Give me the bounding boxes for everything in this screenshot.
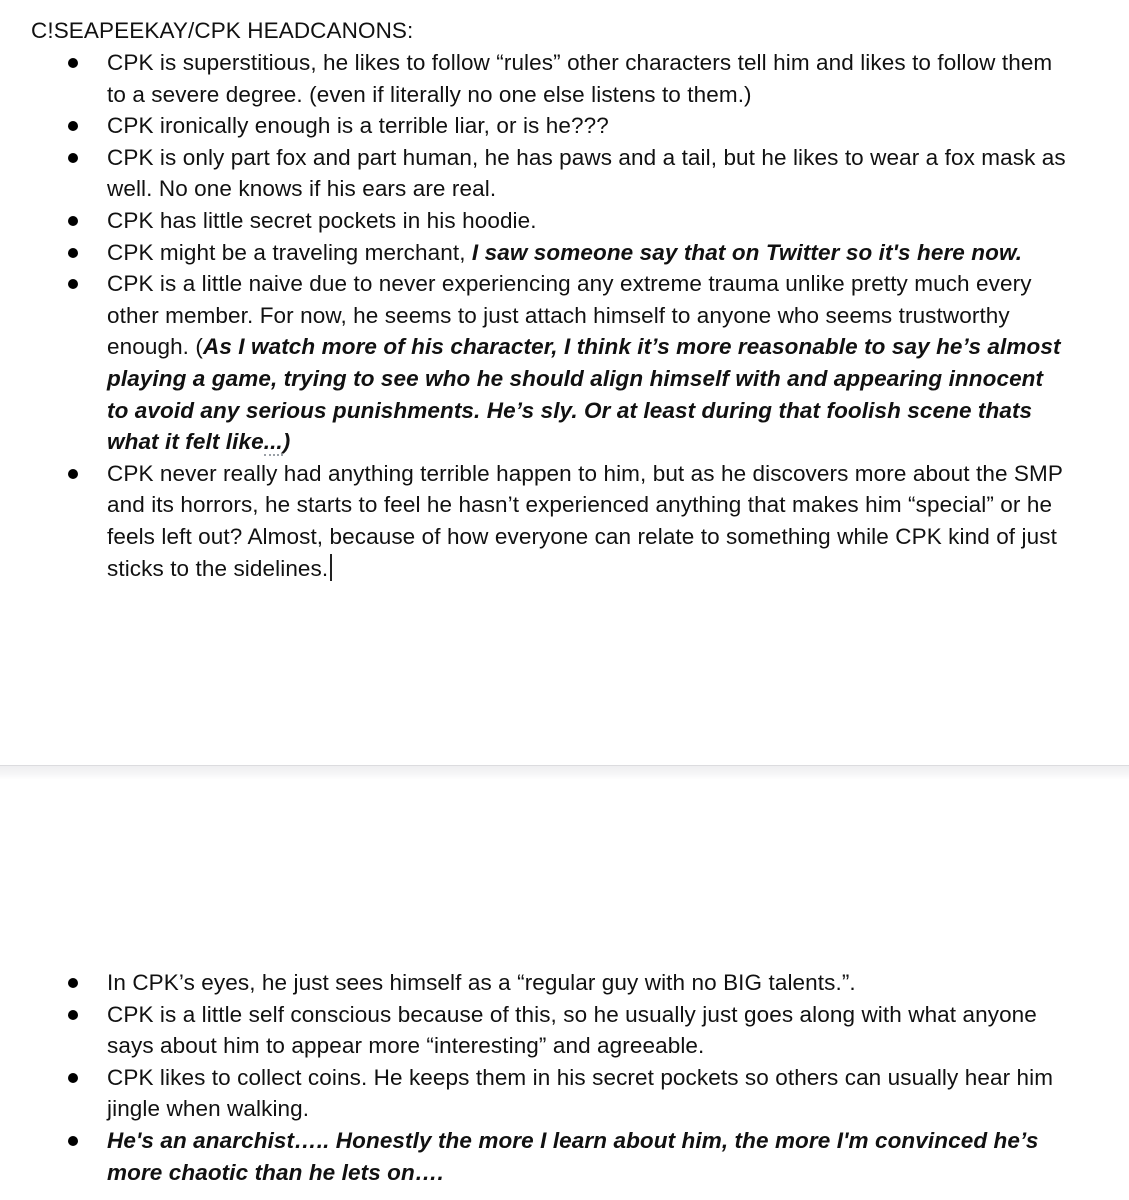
list-item	[0, 142, 1129, 205]
bullet-icon	[68, 121, 78, 131]
list-item	[0, 1125, 1129, 1188]
bullet-icon	[68, 1073, 78, 1083]
spellcheck-dotted-text[interactable]: ...	[263, 429, 283, 455]
item-text: In CPK’s eyes, he just sees himself as a “regular guy with no BIG talents.”.	[107, 970, 856, 995]
list-item	[0, 268, 1129, 458]
list-item	[0, 967, 1129, 999]
item-emphasis-text: As I watch more of his character, I think it’s more reasonable to say he’s almost playing a game, trying to see who he should align himself with and appearing innocent to avoid any serious punishments. He’s sly. Or at least during that foolish scene thats what it felt like	[107, 334, 1061, 455]
bullet-icon	[68, 469, 78, 479]
bullet-icon	[68, 978, 78, 988]
headcanon-list-continued	[0, 967, 1129, 1188]
document-title: C!SEAPEEKAY/CPK HEADCANONS:	[31, 18, 414, 43]
page-separator	[0, 765, 1129, 780]
text-cursor	[330, 554, 332, 581]
bullet-icon	[68, 1136, 78, 1146]
list-item	[0, 237, 1129, 269]
item-text: CPK has little secret pockets in his hoodie.	[107, 207, 537, 233]
bullet-icon	[68, 216, 78, 226]
item-text: CPK is only part fox and part human, he has paws and a tail, but he likes to wear a fox mask as well. No one knows if his ears are real.	[107, 144, 1066, 202]
bullet-icon	[68, 58, 78, 68]
headcanon-list	[0, 47, 1129, 584]
bullet-icon	[68, 153, 78, 163]
item-emphasis-text: I saw someone say that on Twitter so it's here now.	[471, 239, 1023, 265]
bullet-icon	[68, 1010, 78, 1020]
item-emphasis-text: He's an anarchist….. Honestly the more I learn about him, the more I'm convinced he’s more chaotic than he lets on….	[107, 1127, 1039, 1185]
bullet-icon	[68, 279, 78, 289]
item-text: CPK never really had anything terrible happen to him, but as he discovers more about the SMP and its horrors, he starts to feel he hasn’t experienced anything that makes him “special” or he feels left out? Almost, because of how everyone can relate to something while CPK kind of just sticks to the sidelines.	[107, 460, 1063, 581]
document-page-2[interactable]	[0, 779, 1129, 1200]
item-text: CPK might be a traveling merchant,	[107, 239, 472, 265]
list-item	[0, 458, 1129, 584]
item-text: CPK is superstitious, he likes to follow “rules” other characters tell him and likes to follow them to a severe degree. (even if literally no one else listens to them.)	[107, 50, 1053, 107]
list-item	[0, 205, 1129, 237]
list-item	[0, 999, 1129, 1062]
item-text: CPK likes to collect coins. He keeps them in his secret pockets so others can usually hear him jingle when walking.	[107, 1064, 1054, 1122]
item-text: CPK is a little self conscious because of this, so he usually just goes along with what anyone says about him to appear more “interesting” and agreeable.	[107, 1001, 1037, 1059]
bullet-icon	[68, 248, 78, 258]
list-item	[0, 47, 1129, 110]
item-text: CPK ironically enough is a terrible liar, or is he???	[107, 113, 609, 139]
item-emphasis-close: )	[282, 429, 291, 455]
list-item	[0, 1062, 1129, 1125]
list-item	[0, 110, 1129, 142]
item-text: CPK is a little naive due to never experiencing any extreme trauma unlike pretty much every other member. For now, he seems to just attach himself to anyone who seems trustworthy enough. (	[107, 271, 1032, 360]
